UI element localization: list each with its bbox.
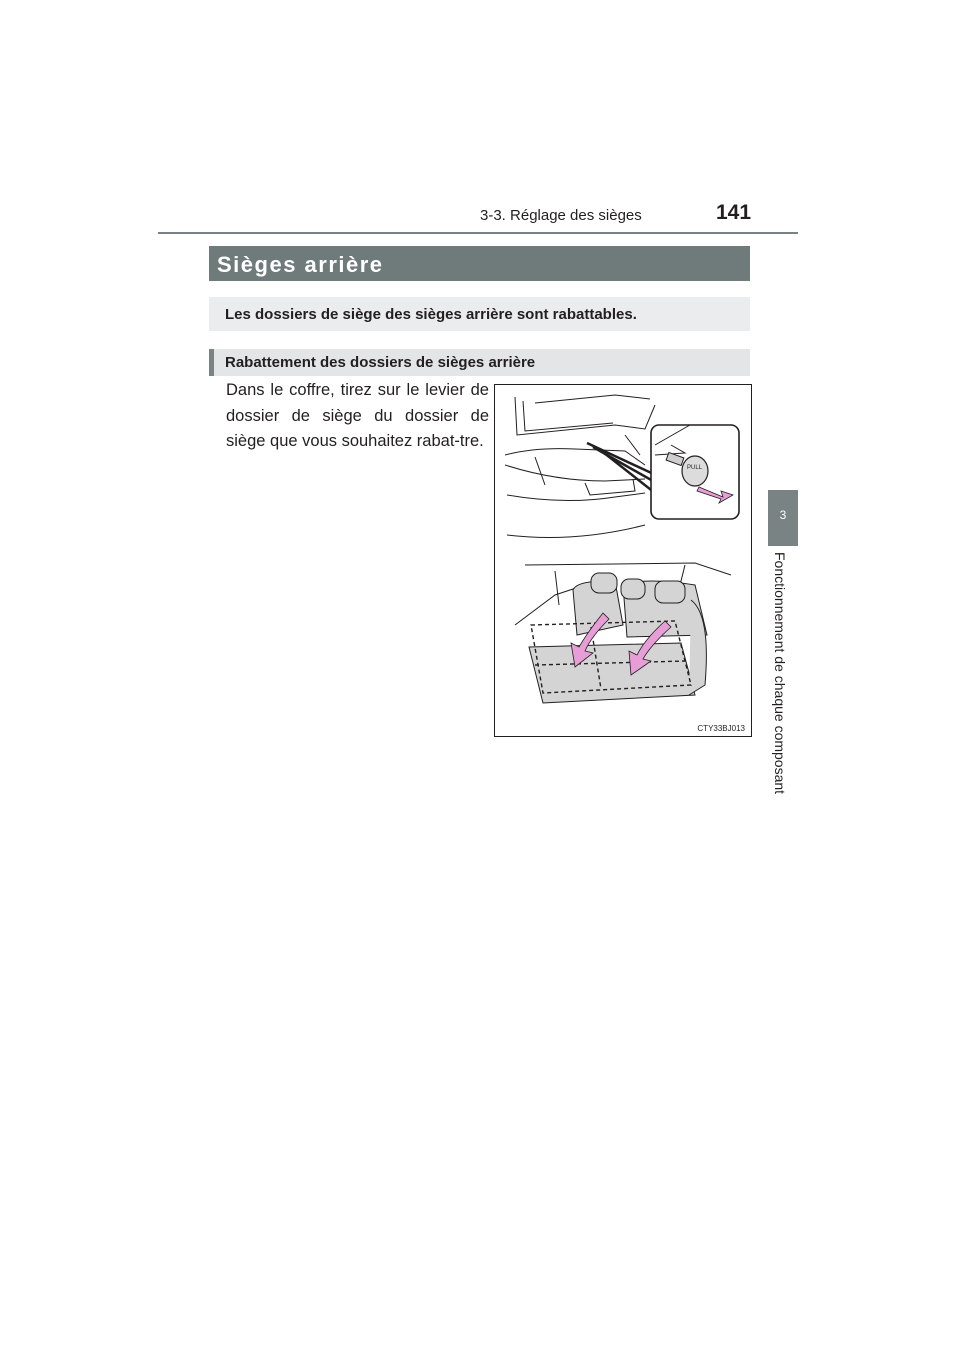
headrest-center <box>621 579 645 599</box>
headrest-left <box>591 573 617 593</box>
page-number: 141 <box>716 201 752 224</box>
chapter-tab <box>768 490 798 546</box>
illustration-drawing <box>495 385 751 736</box>
seat-cushion <box>529 643 695 703</box>
chapter-title-wrap <box>760 552 800 812</box>
body-paragraph: Dans le coffre, tirez sur le levier de dossier de siège du dossier de siège que vous souhaitez rabat-tre. <box>226 381 489 450</box>
pull-knob <box>682 456 708 486</box>
subheading-bar <box>209 349 750 376</box>
header-section-title: 3-3. Réglage des sièges <box>480 207 642 224</box>
section-title-bar <box>209 246 750 281</box>
header-rule <box>158 232 798 234</box>
headrest-right <box>655 581 685 603</box>
knob-label: PULL <box>687 465 703 471</box>
chapter-title: Fonctionnement de chaque composant <box>772 552 788 795</box>
subheading: Rabattement des dossiers de sièges arrière <box>225 354 536 371</box>
intro-box <box>209 297 750 331</box>
figure-code: CTY33BJ013 <box>697 724 745 733</box>
chapter-number: 3 <box>779 508 787 522</box>
section-title: Sièges arrière <box>217 252 384 277</box>
subheading-accent <box>209 349 214 376</box>
rear-seat-illustration <box>494 384 752 737</box>
intro-text: Les dossiers de siège des sièges arrière sont rabattables. <box>225 306 637 323</box>
